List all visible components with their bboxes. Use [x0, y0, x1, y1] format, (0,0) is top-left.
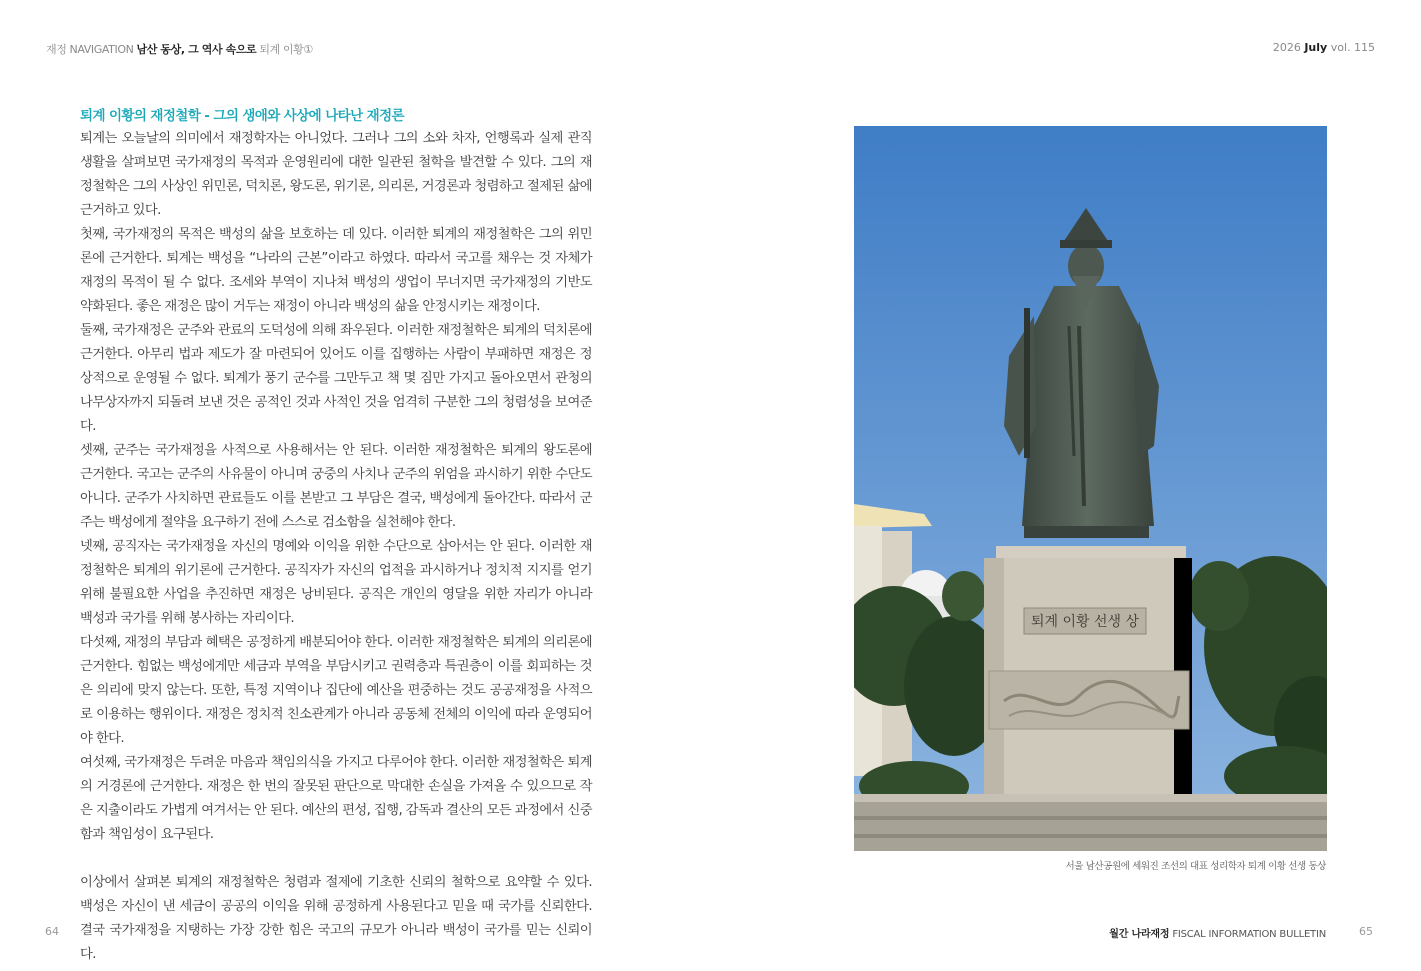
- section-label: 재정 NAVIGATION: [46, 43, 134, 56]
- paragraph-fourth: 넷째, 공직자는 국가재정을 자신의 명예와 이익을 위한 수단으로 삼아서는 안 된다. 이러한 재정철학은 퇴계의 위기론에 근거한다. 공직자가 자신의 업적을 과시하거나 정치적 지지를 얻기 위해 불필요한 사업을 추진하면 재정은 낭비된다. 공직은 개인의 영달을 위한 자리가 아니라 백성과 국가를 위해 봉사하는 자리이다.: [80, 539, 592, 626]
- statue-photo: [854, 126, 1327, 851]
- article-subheading: 퇴계 이황의 재정철학 - 그의 생애와 사상에 나타난 재정론: [80, 108, 404, 124]
- issue-year: 2026: [1272, 41, 1301, 54]
- bulletin-name: FISCAL INFORMATION BULLETIN: [1172, 929, 1326, 940]
- paragraph-first: 첫째, 국가재정의 목적은 백성의 삶을 보호하는 데 있다. 이러한 퇴계의 재정철학은 그의 위민론에 근거한다. 퇴계는 백성을 “나라의 근본”이라고 하였다. 따라서 국고를 채우는 것 자체가 재정의 목적이 될 수 없다. 조세와 부역이 지나쳐 백성의 생업이 무너지면 국가재정의 기반도 약화된다. 좋은 재정은 많이 거두는 재정이 아니라 백성의 삶을 안정시키는 재정이다.: [80, 227, 592, 314]
- paragraph-third: 셋째, 군주는 국가재정을 사적으로 사용해서는 안 된다. 이러한 재정철학은 퇴계의 왕도론에 근거한다. 국고는 군주의 사유물이 아니며 궁중의 사치나 군주의 위엄을 과시하기 위한 수단도 아니다. 군주가 사치하면 관료들도 이를 본받고 그 부담은 결국, 백성에게 돌아간다. 따라서 군주는 백성에게 절약을 요구하기 전에 스스로 검소함을 실천해야 한다.: [80, 443, 592, 530]
- issue-month: July: [1304, 41, 1328, 54]
- article-body: [80, 106, 592, 967]
- series-title: 남산 동상, 그 역사 속으로: [136, 43, 257, 56]
- page-number-right: 65: [1359, 925, 1373, 938]
- issue-info: [1273, 41, 1375, 54]
- photo-caption: 서울 남산공원에 세워진 조선의 대표 성리학자 퇴계 이황 선생 동상: [1065, 861, 1326, 872]
- statue-illustration: [854, 126, 1327, 851]
- paragraph-fifth: 다섯째, 재정의 부담과 혜택은 공정하게 배분되어야 한다. 이러한 재정철학은 퇴계의 의리론에 근거한다. 힘없는 백성에게만 세금과 부역을 부담시키고 권력층과 특권층이 이를 회피하는 것은 의리에 맞지 않는다. 또한, 특정 지역이나 집단에 예산을 편중하는 것도 공공재정을 사적으로 이용하는 행위이다. 재정은 정치적 친소관계가 아니라 공동체 전체의 이익에 따라 운영되어야 한다.: [80, 635, 592, 746]
- paragraph-second: 둘째, 국가재정은 군주와 관료의 도덕성에 의해 좌우된다. 이러한 재정철학은 퇴계의 덕치론에 근거한다. 아무리 법과 제도가 잘 마련되어 있어도 이를 집행하는 사람이 부패하면 재정은 정상적으로 운영될 수 없다. 퇴계가 풍기 군수를 그만두고 책 몇 짐만 가지고 돌아오면서 관청의 나무상자까지 되돌려 보낸 것은 공적인 것과 사적인 것을 엄격히 구분한 그의 청렴성을 보여준다.: [80, 323, 592, 434]
- paragraph-intro: 퇴계는 오늘날의 의미에서 재정학자는 아니었다. 그러나 그의 소와 차자, 언행록과 실제 관직생활을 살펴보면 국가재정의 목적과 운영원리에 대한 일관된 철학을 발견할 수 있다. 그의 재정철학은 그의 사상인 위민론, 덕치론, 왕도론, 위기론, 의리론, 거경론과 청렴하고 절제된 삶에 근거하고 있다.: [80, 131, 592, 218]
- paragraph-gap: [80, 847, 592, 871]
- magazine-name: 월간 나라재정: [1109, 929, 1170, 940]
- page-number-left: 64: [45, 925, 59, 938]
- inscription-text: 퇴계 이황 선생 상: [1030, 614, 1140, 630]
- series-subtitle: 퇴계 이황①: [259, 43, 313, 56]
- paragraph-conclusion: 이상에서 살펴본 퇴계의 재정철학은 청렴과 절제에 기초한 신뢰의 철학으로 요약할 수 있다. 백성은 자신이 낸 세금이 공공의 이익을 위해 공정하게 사용된다고 믿을 때 국가를 신뢰한다. 결국 국가재정을 지탱하는 가장 강한 힘은 국고의 규모가 아니라 백성이 국가를 믿는 신뢰이다.: [80, 875, 592, 962]
- paragraph-sixth: 여섯째, 국가재정은 두려운 마음과 책임의식을 가지고 다루어야 한다. 이러한 재정철학은 퇴계의 거경론에 근거한다. 재정은 한 번의 잘못된 판단으로 막대한 손실을 가져올 수 있으므로 작은 지출이라도 가볍게 여겨서는 안 된다. 예산의 편성, 집행, 감독과 결산의 모든 과정에서 신중함과 책임성이 요구된다.: [80, 755, 592, 842]
- issue-volume: vol. 115: [1330, 41, 1375, 54]
- running-header: [46, 41, 313, 57]
- magazine-footer: [1109, 925, 1326, 940]
